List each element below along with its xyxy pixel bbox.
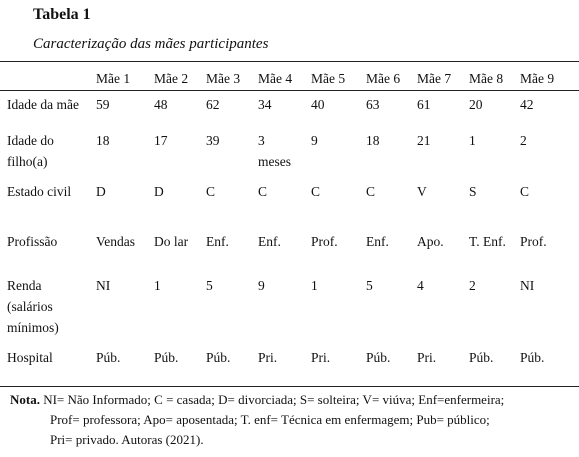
note-lead: Nota. bbox=[10, 392, 40, 407]
column-header: Mãe 3 bbox=[206, 71, 241, 86]
table-cell bbox=[520, 126, 579, 177]
row-label-line: Idade do bbox=[7, 133, 54, 148]
table-cell bbox=[206, 271, 258, 343]
cell-line: Do lar bbox=[154, 234, 189, 249]
table-cell bbox=[311, 271, 366, 343]
cell-line: Púb. bbox=[520, 350, 545, 365]
cell-line: V bbox=[417, 184, 427, 199]
column-header: Mãe 4 bbox=[258, 71, 293, 86]
row-label bbox=[0, 227, 96, 271]
cell-line: 18 bbox=[96, 133, 110, 148]
table-cell bbox=[154, 177, 206, 227]
cell-line: 63 bbox=[366, 97, 380, 112]
cell-line: 61 bbox=[417, 97, 431, 112]
cell-line: 3 bbox=[258, 133, 265, 148]
row-label bbox=[0, 271, 96, 343]
table-cell bbox=[469, 126, 520, 177]
table-cell bbox=[366, 90, 417, 126]
cell-line: 40 bbox=[311, 97, 325, 112]
table-subtitle: Caracterização das mães participantes bbox=[33, 36, 269, 52]
table-cell bbox=[417, 343, 469, 373]
table-cell bbox=[96, 177, 154, 227]
table-cell bbox=[154, 271, 206, 343]
table-cell bbox=[206, 177, 258, 227]
cell-line: 5 bbox=[366, 278, 373, 293]
table-row bbox=[0, 126, 579, 177]
table-cell bbox=[311, 126, 366, 177]
cell-line: 9 bbox=[311, 133, 318, 148]
table-cell bbox=[258, 271, 311, 343]
table-cell bbox=[258, 227, 311, 271]
table-cell bbox=[366, 227, 417, 271]
cell-line: Púb. bbox=[366, 350, 391, 365]
table-cell bbox=[469, 227, 520, 271]
table-cell bbox=[417, 90, 469, 126]
table-cell bbox=[366, 343, 417, 373]
cell-line: 1 bbox=[469, 133, 476, 148]
table-cell bbox=[154, 343, 206, 373]
cell-line: Enf. bbox=[206, 234, 229, 249]
cell-line: Púb. bbox=[206, 350, 231, 365]
table-cell bbox=[469, 90, 520, 126]
table-cell bbox=[206, 90, 258, 126]
cell-line: Enf. bbox=[258, 234, 281, 249]
table-row bbox=[0, 227, 579, 271]
row-label-line: mínimos) bbox=[7, 320, 59, 335]
cell-line: C bbox=[520, 184, 530, 199]
table-cell bbox=[96, 271, 154, 343]
cell-line: Púb. bbox=[154, 350, 179, 365]
cell-line: Prof. bbox=[311, 234, 338, 249]
table-row bbox=[0, 271, 579, 343]
table-cell bbox=[206, 126, 258, 177]
table-note bbox=[10, 390, 570, 450]
table-cell bbox=[206, 227, 258, 271]
cell-line: 48 bbox=[154, 97, 168, 112]
row-label-line: Renda bbox=[7, 278, 42, 293]
cell-line: Pri. bbox=[417, 350, 437, 365]
cell-line: Pri. bbox=[258, 350, 278, 365]
table-cell bbox=[154, 126, 206, 177]
cell-line: D bbox=[154, 184, 164, 199]
cell-line: T. Enf. bbox=[469, 234, 506, 249]
table-cell bbox=[311, 343, 366, 373]
column-header: Mãe 7 bbox=[417, 71, 452, 86]
cell-line: C bbox=[311, 184, 321, 199]
table-cell bbox=[311, 90, 366, 126]
cell-line: D bbox=[96, 184, 106, 199]
table-cell bbox=[96, 90, 154, 126]
column-header: Mãe 1 bbox=[96, 71, 131, 86]
table-cell bbox=[96, 227, 154, 271]
table-cell bbox=[520, 177, 579, 227]
cell-line: Enf. bbox=[366, 234, 389, 249]
characterization-table bbox=[0, 65, 579, 373]
table-cell bbox=[520, 271, 579, 343]
cell-line: C bbox=[206, 184, 216, 199]
row-label-line: Idade da mãe bbox=[7, 97, 79, 112]
cell-line: 1 bbox=[154, 278, 161, 293]
table-cell bbox=[417, 227, 469, 271]
table-cell bbox=[154, 90, 206, 126]
row-label bbox=[0, 90, 96, 126]
row-label-line: Estado civil bbox=[7, 184, 72, 199]
table-cell bbox=[469, 177, 520, 227]
column-header: Mãe 9 bbox=[520, 71, 555, 86]
cell-line: Prof. bbox=[520, 234, 547, 249]
table-cell bbox=[417, 177, 469, 227]
cell-line: meses bbox=[258, 154, 291, 169]
bottom-rule bbox=[0, 386, 579, 387]
cell-line: Apo. bbox=[417, 234, 444, 249]
table-cell bbox=[520, 227, 579, 271]
header-row bbox=[0, 65, 579, 90]
table-cell bbox=[417, 271, 469, 343]
cell-line: NI bbox=[520, 278, 535, 293]
cell-line: 18 bbox=[366, 133, 380, 148]
column-header: Mãe 2 bbox=[154, 71, 189, 86]
column-header: Mãe 8 bbox=[469, 71, 504, 86]
table-cell bbox=[96, 126, 154, 177]
table-cell bbox=[311, 177, 366, 227]
column-header: Mãe 6 bbox=[366, 71, 401, 86]
row-label-line: (salários bbox=[7, 299, 53, 314]
note-line-1: NI= Não Informado; C = casada; D= divorciada; S= solteira; V= viúva; Enf=enfermeira; bbox=[39, 392, 505, 407]
top-rule bbox=[0, 61, 579, 62]
cell-line: 20 bbox=[469, 97, 483, 112]
cell-line: Púb. bbox=[96, 350, 121, 365]
table-cell bbox=[520, 90, 579, 126]
cell-line: NI bbox=[96, 278, 111, 293]
table-title: Tabela 1 bbox=[33, 6, 91, 23]
column-header: Mãe 5 bbox=[311, 71, 346, 86]
cell-line: C bbox=[366, 184, 376, 199]
table-cell bbox=[96, 343, 154, 373]
table-cell bbox=[469, 271, 520, 343]
table-cell bbox=[469, 343, 520, 373]
cell-line: 2 bbox=[520, 133, 527, 148]
table-row bbox=[0, 90, 579, 126]
table-cell bbox=[520, 343, 579, 373]
table-cell bbox=[258, 90, 311, 126]
corner-cell bbox=[0, 65, 96, 90]
table-cell bbox=[311, 227, 366, 271]
table-cell bbox=[258, 126, 311, 177]
table-cell bbox=[206, 343, 258, 373]
table-cell bbox=[366, 126, 417, 177]
row-label-line: Profissão bbox=[7, 234, 58, 249]
table-row bbox=[0, 177, 579, 227]
cell-line: 62 bbox=[206, 97, 220, 112]
cell-line: 5 bbox=[206, 278, 213, 293]
row-label bbox=[0, 126, 96, 177]
table-cell bbox=[417, 126, 469, 177]
table-cell bbox=[258, 343, 311, 373]
cell-line: S bbox=[469, 184, 477, 199]
cell-line: Púb. bbox=[469, 350, 494, 365]
row-label-line: filho(a) bbox=[7, 154, 48, 169]
cell-line: Vendas bbox=[96, 234, 135, 249]
cell-line: Pri. bbox=[311, 350, 331, 365]
row-label bbox=[0, 177, 96, 227]
table-cell bbox=[366, 271, 417, 343]
cell-line: 21 bbox=[417, 133, 431, 148]
table-cell bbox=[366, 177, 417, 227]
row-label bbox=[0, 343, 96, 373]
cell-line: 9 bbox=[258, 278, 265, 293]
note-line-2: Prof= professora; Apo= aposentada; T. enf= Técnica em enfermagem; Pub= público; bbox=[50, 412, 490, 427]
cell-line: 39 bbox=[206, 133, 220, 148]
cell-line: 17 bbox=[154, 133, 168, 148]
table-cell bbox=[154, 227, 206, 271]
table-cell bbox=[258, 177, 311, 227]
cell-line: 42 bbox=[520, 97, 534, 112]
cell-line: 4 bbox=[417, 278, 424, 293]
cell-line: C bbox=[258, 184, 268, 199]
cell-line: 2 bbox=[469, 278, 476, 293]
cell-line: 34 bbox=[258, 97, 272, 112]
cell-line: 59 bbox=[96, 97, 110, 112]
row-label-line: Hospital bbox=[7, 350, 53, 365]
cell-line: 1 bbox=[311, 278, 318, 293]
table-row bbox=[0, 343, 579, 373]
note-line-3: Pri= privado. Autoras (2021). bbox=[50, 432, 204, 447]
